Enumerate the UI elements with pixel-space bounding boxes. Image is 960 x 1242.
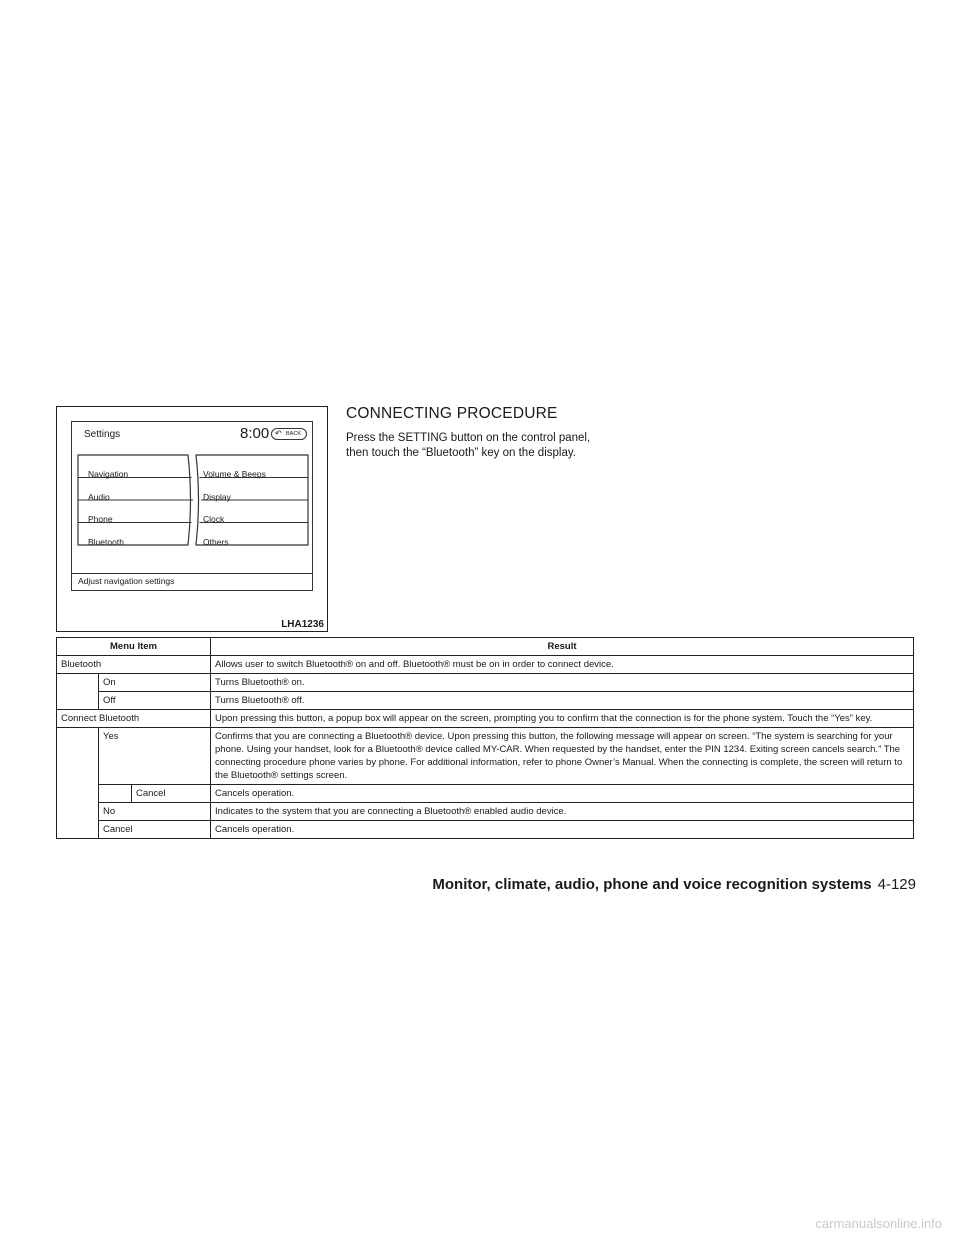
row-item: Bluetooth: [57, 656, 211, 674]
indent-cell: [57, 692, 99, 710]
menu-others[interactable]: Others: [203, 537, 229, 547]
figure-id: LHA1236: [281, 619, 324, 630]
row-item: No: [99, 803, 211, 821]
intro-line: then touch the “Bluetooth” key on the display.: [346, 447, 576, 459]
header-result: Result: [211, 638, 914, 656]
row-item: Cancel: [132, 785, 211, 803]
intro-text: [346, 431, 646, 461]
row-result: Turns Bluetooth® on.: [211, 674, 914, 692]
row-item: On: [99, 674, 211, 692]
row-item: Connect Bluetooth: [57, 710, 211, 728]
row-item: Cancel: [99, 821, 211, 839]
indent-cell: [57, 821, 99, 839]
table-header-row: [57, 638, 914, 656]
menu-volume-beeps[interactable]: Volume & Beeps: [203, 469, 266, 479]
settings-screen: [71, 421, 313, 591]
menu-bluetooth[interactable]: Bluetooth: [88, 537, 124, 547]
row-result: Upon pressing this button, a popup box will appear on the screen, prompting you to confirm that the connection is for the phone system. Touch the “Yes” key.: [211, 710, 914, 728]
row-result: Turns Bluetooth® off.: [211, 692, 914, 710]
screen-header: [72, 422, 312, 452]
screen-clock: 8:00: [240, 425, 270, 442]
footer-section-title: Monitor, climate, audio, phone and voice recognition systems: [432, 876, 872, 893]
row-result: Confirms that you are connecting a Bluetooth® device. Upon pressing this button, the following message will appear on screen. “The system is searching for your phone. Using your handset, look for a Bluetooth® device called MY-CAR. When requested by the handset, enter the PIN 1234. Exiting screen cancels search.” The connecting procedure phone varies by phone. For additional information, refer to phone Owner’s Manual. When the connecting is complete, the screen will return to the Bluetooth® settings screen.: [211, 728, 914, 785]
row-result: Indicates to the system that you are connecting a Bluetooth® enabled audio device.: [211, 803, 914, 821]
screen-status-bar: Adjust navigation settings: [72, 573, 312, 590]
row-result: Allows user to switch Bluetooth® on and off. Bluetooth® must be on in order to connect device.: [211, 656, 914, 674]
table-row: [57, 728, 914, 785]
intro-line: Press the SETTING button on the control panel,: [346, 432, 591, 444]
indent-cell: [57, 785, 99, 803]
table-row: [57, 656, 914, 674]
menu-display[interactable]: Display: [203, 492, 231, 502]
settings-screen-figure: [56, 406, 328, 632]
menu-phone[interactable]: Phone: [88, 514, 113, 524]
row-item: Yes: [99, 728, 211, 785]
menu-navigation[interactable]: Navigation: [88, 469, 129, 479]
table-row: [57, 674, 914, 692]
back-label: BACK: [286, 431, 301, 437]
page-number: 4-129: [877, 876, 916, 893]
table-row: [57, 803, 914, 821]
indent-cell: [57, 803, 99, 821]
menu-result-table: [56, 637, 914, 839]
table-row: [57, 821, 914, 839]
indent-cell: [99, 785, 132, 803]
watermark: carmanualsonline.info: [815, 1216, 942, 1231]
row-result: Cancels operation.: [211, 821, 914, 839]
table-row: [57, 710, 914, 728]
table-row: [57, 785, 914, 803]
page-footer: [432, 876, 916, 893]
header-menu-item: Menu Item: [57, 638, 211, 656]
screen-title: Settings: [84, 429, 121, 440]
indent-cell: [57, 674, 99, 692]
menu-clock[interactable]: Clock: [203, 514, 225, 524]
row-result: Cancels operation.: [211, 785, 914, 803]
back-button[interactable]: [271, 428, 307, 440]
section-heading: CONNECTING PROCEDURE: [346, 405, 558, 422]
menu-audio[interactable]: Audio: [88, 492, 110, 502]
back-arrow-icon: ↶: [275, 429, 282, 438]
table-row: [57, 692, 914, 710]
row-item: Off: [99, 692, 211, 710]
indent-cell: [57, 728, 99, 785]
